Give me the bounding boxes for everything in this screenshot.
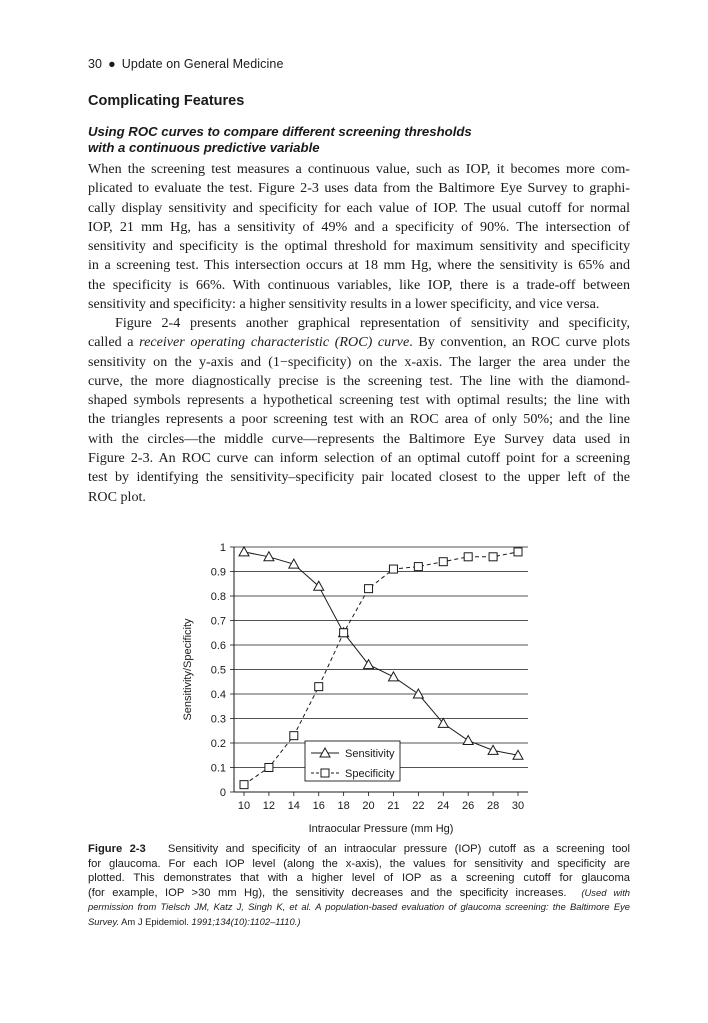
paragraph-line: When the screening test measures a continuous value, such as IOP, it becomes more com- [88, 161, 630, 177]
x-tick-label: 24 [437, 800, 450, 812]
paragraph-line: in a screening test. This intersection occurs at 18 mm Hg, where the sensitivity is 65% and [88, 257, 630, 274]
x-tick-label: 16 [312, 800, 325, 812]
subheading-line: Using ROC curves to compare different screening thresholds [88, 124, 472, 139]
caption-line [88, 842, 630, 857]
caption-line: plotted. This demonstrates that with a higher level of IOP as a screening cutoff for glaucoma [88, 872, 630, 885]
running-head [88, 57, 284, 71]
x-tick-label: 28 [486, 800, 500, 812]
data-point-specificity [240, 781, 248, 789]
y-tick-label: 0.5 [210, 664, 226, 677]
caption-line: for glaucoma. For each IOP level (along the x-axis), the values for sensitivity and specificity are [88, 857, 630, 870]
data-point-sensitivity [289, 559, 299, 568]
citation-line: permission from Tielsch JM, Katz J, Singh K, et al. A population-based evaluation of glaucoma screening: the Baltimore Eye [88, 901, 630, 913]
y-tick-label: 1 [219, 542, 226, 554]
italic-term: receiver operating characteristic (ROC) curve [139, 334, 410, 351]
figure-label: Figure 2-3 [88, 843, 146, 855]
caption-text: Sensitivity and specificity of an intraocular pressure (IOP) cutoff as a screening tool [167, 843, 631, 855]
data-point-sensitivity [413, 689, 423, 698]
x-tick-label: 22 [412, 800, 425, 812]
y-axis-title: Sensitivity/Specificity [182, 618, 194, 721]
journal-name: Am J Epidemiol. [119, 915, 189, 927]
figure-caption [88, 842, 630, 930]
paragraph-line: Figure 2-3. An ROC curve can inform selection of an optimal cutoff point for a screening [88, 450, 630, 467]
data-point-sensitivity [388, 672, 398, 681]
y-tick-label: 0.2 [210, 738, 226, 750]
data-point-specificity [290, 732, 298, 740]
y-tick-label: 0.3 [210, 713, 226, 726]
x-axis-title: Intraocular Pressure (mm Hg) [308, 823, 454, 835]
citation-line [88, 915, 630, 930]
data-point-specificity [414, 563, 422, 571]
subheading [88, 124, 648, 156]
paragraph-line: the specificity is 66%. With continuous variables, like IOP, there is a trade-off between [88, 276, 630, 293]
section-title: Complicating Features [88, 93, 245, 109]
paragraph-line: test by identifying the sensitivity–specificity pair located closest to the upper left of the [88, 469, 630, 486]
page-number: 30 [88, 57, 103, 71]
line-chart [176, 535, 546, 840]
y-tick-label: 0.4 [210, 689, 226, 701]
x-tick-label: 21 [387, 800, 400, 812]
paragraph-line: plicated to evaluate the test. Figure 2-3 uses data from the Baltimore Eye Survey to graphi- [88, 180, 630, 197]
legend-label: Specificity [345, 768, 395, 780]
legend-square-marker [321, 769, 329, 777]
data-point-specificity [514, 548, 522, 556]
paragraph-line: sensitivity and specificity is the optimal threshold for maximum sensitivity and specificity [88, 238, 630, 255]
book-title: Update on General Medicine [121, 57, 284, 71]
data-point-specificity [464, 553, 472, 561]
citation-text: Survey. [88, 915, 120, 927]
x-tick-label: 30 [511, 800, 525, 812]
data-point-specificity [489, 553, 497, 561]
paragraph-2 [88, 314, 630, 507]
paragraph-1 [88, 160, 630, 314]
paragraph-line: IOP, 21 mm Hg, has a sensitivity of 49% and a specificity of 90%. The intersection of [88, 218, 630, 235]
y-tick-label: 0 [219, 787, 226, 799]
data-point-sensitivity [488, 745, 498, 754]
paragraph-line: sensitivity on the y-axis and (1−specificity) on the x-axis. The larger the area under the [88, 353, 630, 370]
paragraph-line: Figure 2-4 presents another graphical representation of sensitivity and specificity, [115, 315, 630, 331]
data-point-sensitivity [239, 547, 249, 556]
y-tick-label: 0.8 [210, 591, 226, 603]
paragraph-line: the triangles represents a poor screening test with an ROC area of only 50%; and the line [88, 411, 630, 428]
paragraph-line: sensitivity and specificity: a higher sensitivity results in a lower specificity, and vice versa. [88, 296, 600, 313]
caption-text: (for example, IOP >30 mm Hg), the sensitivity decreases and the specificity increases. [88, 886, 567, 899]
paragraph-line: curve, the more diagnostically precise is the screening test. The line with the diamond- [88, 372, 630, 389]
x-tick-label: 10 [237, 800, 251, 812]
x-tick-label: 12 [262, 800, 276, 812]
text-run: . By convention, an ROC curve plots [409, 334, 630, 351]
data-point-specificity [439, 558, 447, 566]
text-run: called a [88, 334, 140, 351]
figure-2-3-chart [176, 535, 546, 840]
paragraph-line: cally display sensitivity and specificity for each value of IOP. The usual cutoff for normal [88, 199, 630, 216]
y-tick-label: 0.9 [210, 566, 226, 579]
data-point-specificity [389, 565, 397, 573]
legend-label: Sensitivity [345, 748, 395, 760]
bullet-separator: ● [108, 57, 116, 71]
data-point-sensitivity [463, 736, 473, 745]
paragraph-line: shaped symbols represents a hypothetical screening test with optimal results; the line with [88, 392, 630, 409]
series-line-sensitivity [244, 552, 518, 755]
x-tick-label: 14 [287, 800, 300, 812]
paragraph-line [88, 333, 630, 352]
citation-text: 1991;134(10):1102–1110.) [188, 915, 301, 927]
data-point-specificity [365, 585, 373, 593]
paragraph-line: with the circles—the middle curve—represents the Baltimore Eye Survey data used in [88, 430, 630, 447]
y-tick-label: 0.1 [210, 762, 226, 775]
data-point-specificity [315, 683, 323, 691]
y-tick-label: 0.6 [210, 640, 226, 652]
citation-text: (Used with [581, 886, 631, 898]
paragraph-line: ROC plot. [88, 488, 146, 505]
data-point-specificity [265, 764, 273, 772]
y-tick-label: 0.7 [210, 615, 226, 628]
data-point-specificity [340, 629, 348, 637]
x-tick-label: 18 [337, 800, 350, 812]
subheading-line: with a continuous predictive variable [88, 140, 320, 155]
caption-line [88, 886, 630, 901]
x-tick-label: 26 [462, 800, 475, 812]
data-point-sensitivity [364, 660, 374, 669]
x-tick-label: 20 [362, 800, 375, 812]
